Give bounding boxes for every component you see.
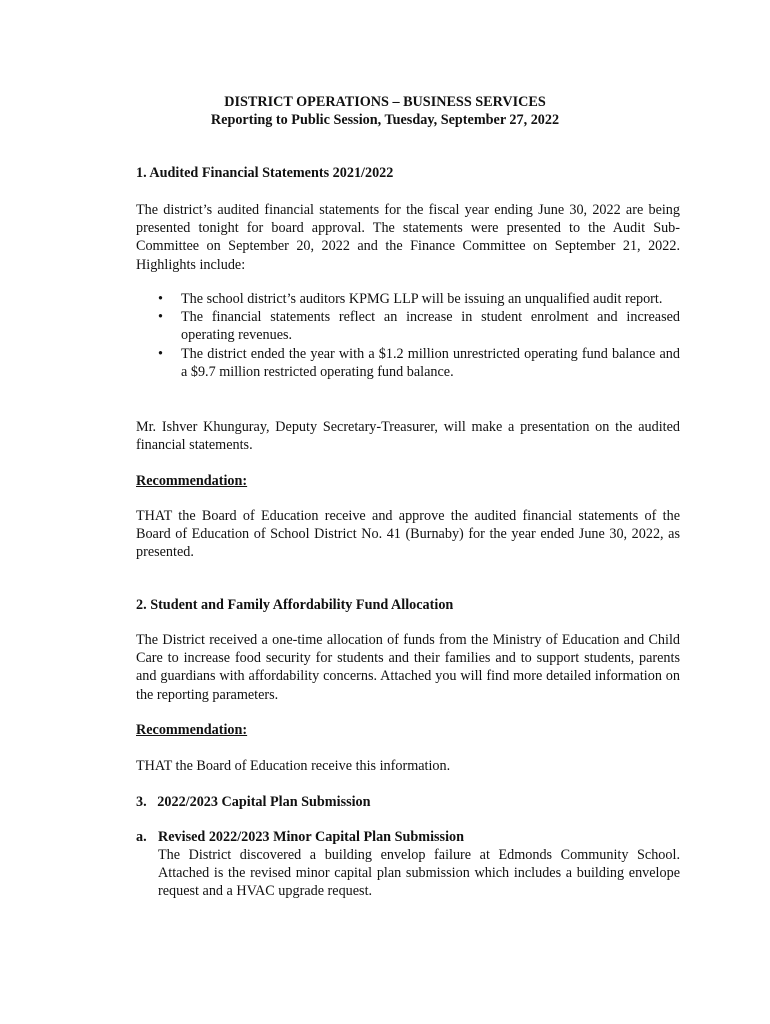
section-1-recommendation-label: Recommendation: — [136, 473, 248, 489]
section-3-heading: 3. 2022/2023 Capital Plan Submission — [136, 794, 371, 810]
section-2-recommendation-text: THAT the Board of Education receive this information. — [136, 758, 451, 774]
bullet-icon: • — [158, 291, 163, 307]
section-3a-heading — [136, 828, 680, 846]
list-item: • The school district’s auditors KPMG LLP will be issuing an unqualified audit report. — [158, 291, 663, 307]
bullet-icon: • — [158, 309, 163, 326]
section-2-body: The District received a one-time allocation of funds from the Ministry of Education and Child Care to increase food security for students and their families and to support students, parents and guardians with affordability concerns. Attached you will find more detailed information on the reporting parameters. — [136, 632, 680, 703]
section-3a-label: a. — [136, 829, 147, 845]
list-item: • The district ended the year with a $1.2 million unrestricted operating fund balance and a $9.7 million restricted operating fund balance. — [158, 345, 680, 380]
section-2-recommendation-label: Recommendation: — [136, 722, 248, 738]
section-1-highlights — [136, 290, 680, 381]
section-1-recommendation-text: THAT the Board of Education receive and approve the audited financial statements of the Board of Education of School District No. 41 (Burnaby) for the year ended June 30, 2022, as presented. — [136, 508, 680, 561]
section-1-heading: 1. Audited Financial Statements 2021/2022 — [136, 165, 394, 181]
document-subtitle: Reporting to Public Session, Tuesday, September 27, 2022 — [210, 112, 560, 128]
document-title: DISTRICT OPERATIONS – BUSINESS SERVICES — [224, 94, 546, 110]
section-1-presentation: Mr. Ishver Khunguray, Deputy Secretary-Treasurer, will make a presentation on the audited financial statements. — [136, 419, 680, 454]
section-1-intro: The district’s audited financial statements for the fiscal year ending June 30, 2022 are being presented tonight for board approval. The statements were presented to the Audit Sub-Committee on September 20, 2022 and the Finance Committee on September 21, 2022. Highlights include: — [136, 202, 680, 273]
bullet-icon: • — [158, 345, 163, 362]
section-3a-title: Revised 2022/2023 Minor Capital Plan Submission — [158, 829, 464, 845]
section-2-heading: 2. Student and Family Affordability Fund Allocation — [136, 597, 454, 613]
list-item: • The financial statements reflect an increase in student enrolment and increased operating revenues. — [158, 309, 680, 344]
section-3a-body: The District discovered a building envelop failure at Edmonds Community School. Attached is the revised minor capital plan submission which includes a building envelope request and a HVAC upgrade request. — [158, 847, 680, 900]
